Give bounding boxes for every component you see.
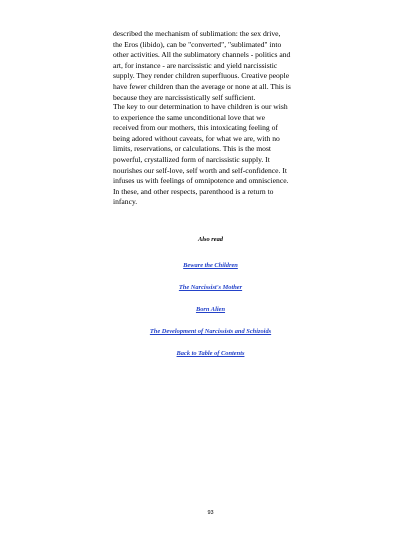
- body-paragraph-1: described the mechanism of sublimation: the sex drive, the Eros (libido), can be "converted", "sublimated" into other activities. All the sublimatory channels - politics and art, for instance - are narcissistic and yield narcissistic supply. They render children superfluous. Creative people have fewer children than the average or none at all. This is because they are narcissistically self sufficient.: [113, 29, 291, 102]
- link-narcissists-mother[interactable]: The Narcissist's Mother: [178, 284, 243, 291]
- link-beware-the-children[interactable]: Beware the Children: [183, 262, 238, 269]
- also-read-heading: Also read: [197, 236, 224, 243]
- body-paragraph-2: The key to our determination to have children is our wish to experience the same unconditional love that we received from our mothers, this intoxicating feeling of being adored without caveats, for what we are, with no limits, reservations, or calculations. This is the most powerful, crystallized form of narcissistic supply. It nourishes our self-love, self worth and self-confidence. It infuses us with feelings of omnipotence and omniscience. In these, and other respects, parenthood is a return to infancy.: [113, 102, 289, 207]
- page-number: 93: [207, 510, 214, 516]
- link-back-to-table-of-contents[interactable]: Back to Table of Contents: [176, 350, 245, 357]
- link-development-of-narcissists[interactable]: The Development of Narcissists and Schizoids: [149, 328, 272, 335]
- link-born-alien[interactable]: Born Alien: [195, 306, 226, 313]
